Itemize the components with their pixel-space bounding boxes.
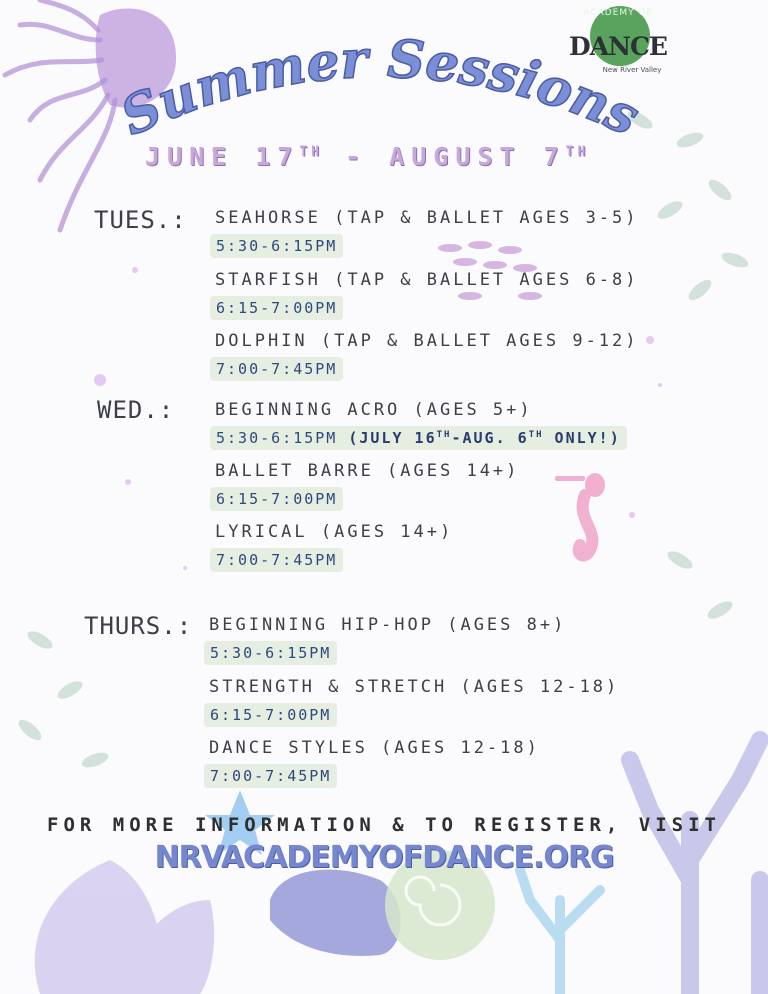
end-date: AUGUST 7 [389,142,566,171]
svg-text:Summer Sessions [112,32,648,148]
website-link[interactable]: NRVACADEMYOFDANCE.ORG [154,840,614,875]
class-time: 5:30-6:15PM [204,641,337,665]
note-part: ONLY!) [543,429,621,447]
logo-top-text: ACADEMY OF [583,8,653,18]
session-dates [145,142,665,171]
class-name: SEAHORSE (TAP & BALLET AGES 3-5) [215,208,639,228]
note-part: -AUG. 6 [451,429,529,447]
class-time: 6:15-7:00PM [204,703,337,727]
coral-icon [520,870,600,994]
class-time: 5:30-6:15PM [216,429,338,447]
class-time: 7:00-7:45PM [210,357,343,381]
note-suffix: TH [528,430,544,440]
register-cta: FOR MORE INFORMATION & TO REGISTER, VISIT [47,814,721,836]
class-name: STARFISH (TAP & BALLET AGES 6-8) [215,270,639,290]
class-time: 6:15-7:00PM [210,296,343,320]
date-restriction-note [348,429,620,447]
page-title [100,32,660,152]
note-suffix: TH [436,430,452,440]
class-name: BALLET BARRE (AGES 14+) [215,461,520,481]
logo-sub-text: New River Valley [602,66,662,74]
day-label-tues: TUES.: [94,206,187,234]
class-name: LYRICAL (AGES 14+) [215,522,454,542]
title-text: Summer Sessions [112,32,649,148]
class-time-with-note [210,426,627,450]
class-name: DANCE STYLES (AGES 12-18) [209,738,540,758]
coral-icon [35,860,214,994]
note-part: (JULY 16 [348,429,437,447]
logo-main-text: DANCE [569,32,667,61]
class-time: 6:15-7:00PM [210,487,343,511]
day-label-thurs: THURS.: [84,612,193,640]
start-date-suffix: TH [299,144,324,160]
end-date-suffix: TH [565,144,590,160]
class-name: BEGINNING ACRO (AGES 5+) [215,400,533,420]
class-name: BEGINNING HIP-HOP (AGES 8+) [209,615,567,635]
date-separator: - [323,142,390,171]
seahorse-icon [555,473,605,555]
start-date: JUNE 17 [145,142,300,171]
class-name: STRENGTH & STRETCH (AGES 12-18) [209,677,620,697]
class-time: 7:00-7:45PM [204,764,337,788]
day-label-wed: WED.: [97,396,175,424]
class-time: 7:00-7:45PM [210,548,343,572]
class-time: 5:30-6:15PM [210,234,343,258]
class-name: DOLPHIN (TAP & BALLET AGES 9-12) [215,331,639,351]
